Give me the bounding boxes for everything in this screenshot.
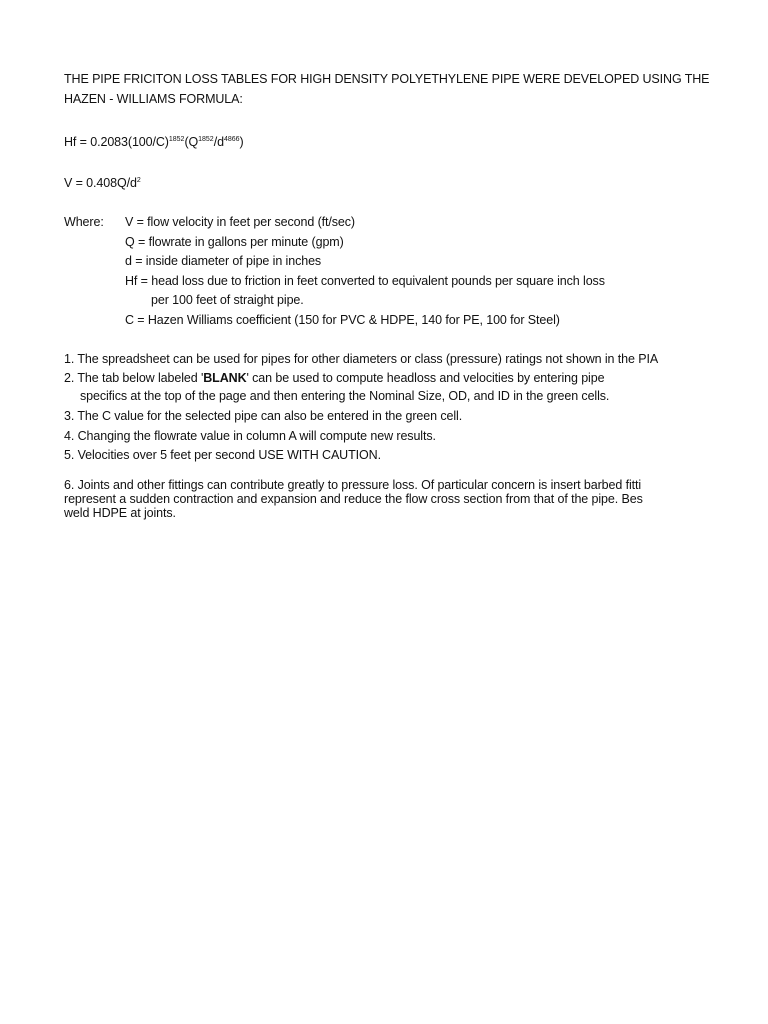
definition-c: C = Hazen Williams coefficient (150 for PVC & HDPE, 140 for PE, 100 for Steel): [125, 313, 560, 327]
hf-formula-lead: Hf = 0.2083(100/C): [64, 135, 169, 149]
definition-d: d = inside diameter of pipe in inches: [125, 254, 322, 268]
note-2: [64, 370, 604, 386]
note-4: 4. Changing the flowrate value in column A will compute new results.: [64, 429, 436, 443]
hf-formula-exponent-1: 1852: [168, 136, 185, 143]
definition-v: V = flow velocity in feet per second (ft/sec): [125, 215, 355, 229]
v-formula-lead: V = 0.408Q/d: [64, 176, 137, 190]
note-2-continued: specifics at the top of the page and then entering the Nominal Size, OD, and ID in the green cells.: [80, 389, 610, 403]
hf-formula: [64, 134, 244, 150]
hf-formula-mid-2: /d: [213, 135, 224, 149]
note-2-blank-tab-name: BLANK: [203, 371, 247, 385]
note-6-line-3: weld HDPE at joints.: [64, 506, 176, 520]
definition-q: Q = flowrate in gallons per minute (gpm): [125, 235, 344, 249]
where-label: Where:: [64, 215, 104, 229]
note-6-line-2: represent a sudden contraction and expansion and reduce the flow cross section from that of the pipe. Bes: [64, 492, 643, 506]
hf-formula-tail: ): [239, 135, 244, 149]
hf-formula-exponent-2: 1852: [198, 136, 214, 143]
definition-hf: Hf = head loss due to friction in feet converted to equivalent pounds per square inch loss: [125, 274, 605, 288]
intro-line-1: THE PIPE FRICITON LOSS TABLES FOR HIGH DENSITY POLYETHYLENE PIPE WERE DEVELOPED USING THE: [64, 72, 710, 86]
v-formula-exponent: 2: [136, 177, 141, 184]
intro-line-2: HAZEN - WILLIAMS FORMULA:: [64, 92, 243, 106]
note-6-line-1: 6. Joints and other fittings can contribute greatly to pressure loss. Of particular concern is insert barbed fitti: [64, 478, 642, 492]
note-5: 5. Velocities over 5 feet per second USE WITH CAUTION.: [64, 448, 381, 462]
note-1: 1. The spreadsheet can be used for pipes for other diameters or class (pressure) ratings not shown in the PIA: [64, 352, 659, 366]
v-formula: [64, 175, 141, 191]
definition-hf-continued: per 100 feet of straight pipe.: [151, 293, 304, 307]
note-3: 3. The C value for the selected pipe can also be entered in the green cell.: [64, 409, 463, 423]
note-2-prefix: 2. The tab below labeled ': [64, 371, 204, 385]
hf-formula-mid-1: (Q: [184, 135, 199, 149]
hf-formula-exponent-3: 4866: [223, 136, 240, 143]
note-2-suffix: ' can be used to compute headloss and velocities by entering pipe: [246, 371, 605, 385]
